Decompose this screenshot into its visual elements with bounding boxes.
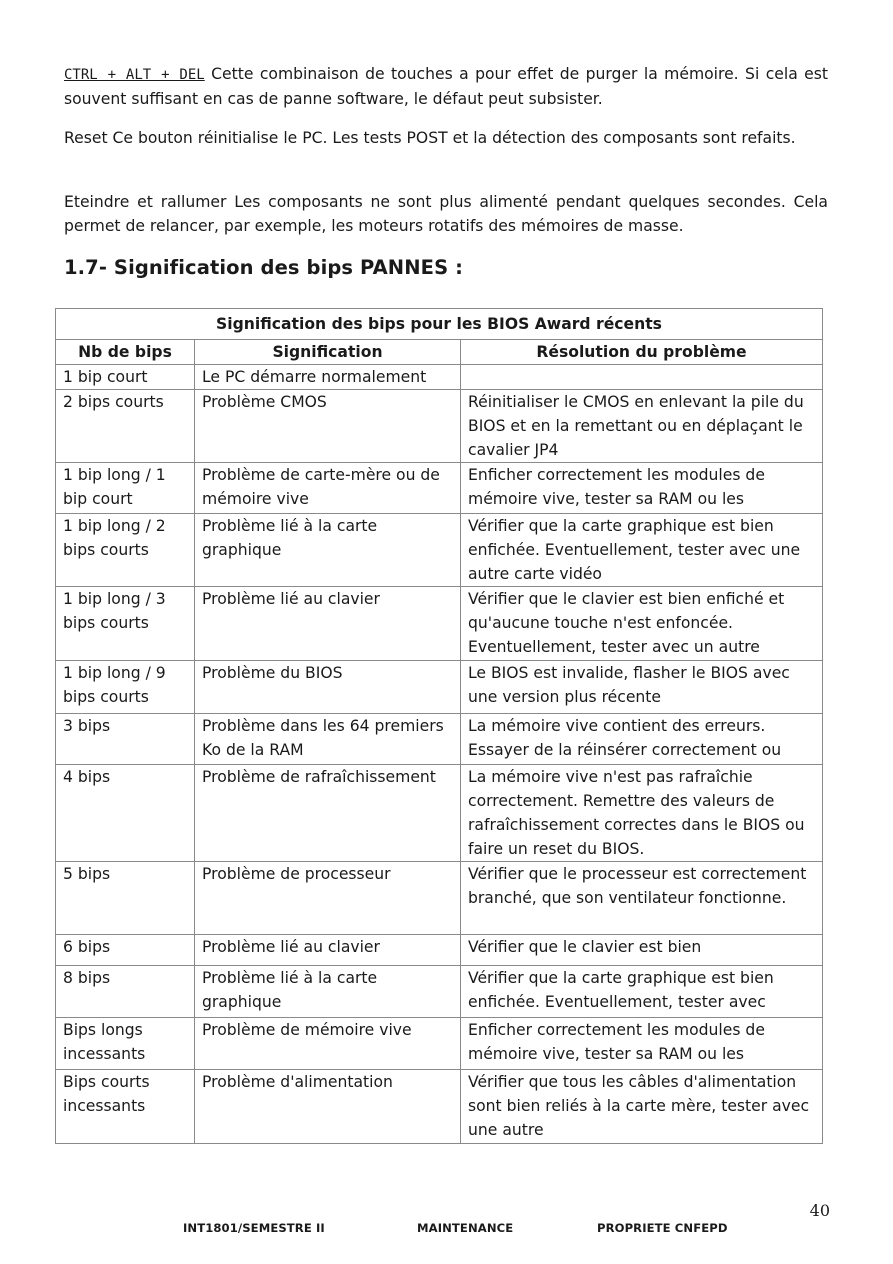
footer-subject: MAINTENANCE [417,1221,514,1235]
table-row [56,463,823,514]
cell-resolution: Le BIOS est invalide, flasher le BIOS avec une version plus récente [461,661,823,714]
cell-signification: Problème de processeur [195,862,461,935]
cell-signification: Problème dans les 64 premiers Ko de la RAM [195,714,461,765]
table-row [56,365,823,390]
cell-resolution: Vérifier que le clavier est bien enfiché et qu'aucune touche n'est enfoncée. Eventuellement, tester avec un autre [461,587,823,661]
cell-resolution: Vérifier que la carte graphique est bien enfichée. Eventuellement, tester avec une autre carte vidéo [461,514,823,587]
cell-bips: Bips longs incessants [56,1018,195,1070]
cell-bips: 1 bip long / 1 bip court [56,463,195,514]
cell-bips: 5 bips [56,862,195,935]
key-combination-term: CTRL + ALT + DEL [64,67,205,83]
table-row [56,514,823,587]
cell-bips: 8 bips [56,966,195,1018]
table-row [56,862,823,935]
cell-resolution: La mémoire vive contient des erreurs. Essayer de la réinsérer correctement ou [461,714,823,765]
cell-signification: Problème lié à la carte graphique [195,966,461,1018]
table-row [56,390,823,463]
cell-bips: 2 bips courts [56,390,195,463]
cell-bips: 1 bip court [56,365,195,390]
cell-signification: Problème de carte-mère ou de mémoire vive [195,463,461,514]
table-row [56,714,823,765]
cell-bips: 3 bips [56,714,195,765]
beep-codes-table [55,308,823,1144]
cell-signification: Problème lié au clavier [195,587,461,661]
cell-bips: Bips courts incessants [56,1070,195,1144]
cell-bips: 6 bips [56,935,195,966]
cell-resolution: Enficher correctement les modules de mémoire vive, tester sa RAM ou les [461,463,823,514]
paragraph-ctrl-alt-del [64,62,828,111]
paragraph-reset: Reset Ce bouton réinitialise le PC. Les tests POST et la détection des composants sont refaits. [64,129,796,147]
cell-resolution: Vérifier que la carte graphique est bien enfichée. Eventuellement, tester avec [461,966,823,1018]
footer-owner: PROPRIETE CNFEPD [597,1221,728,1235]
column-header-signification: Signification [195,340,461,365]
cell-bips: 4 bips [56,765,195,862]
table-row [56,1018,823,1070]
cell-bips: 1 bip long / 3 bips courts [56,587,195,661]
cell-signification: Problème lié au clavier [195,935,461,966]
cell-signification: Problème d'alimentation [195,1070,461,1144]
paragraph-text: Cette combinaison de touches a pour effet de purger la mémoire. Si cela est souvent suffisant en cas de panne software, le défaut peut subsister. [64,65,828,108]
column-header-resolution: Résolution du problème [461,340,823,365]
table-row [56,765,823,862]
table-row [56,661,823,714]
cell-resolution: Vérifier que le processeur est correctement branché, que son ventilateur fonctionne. [461,862,823,935]
table-row [56,587,823,661]
table-row [56,935,823,966]
cell-signification: Problème de rafraîchissement [195,765,461,862]
footer-course: INT1801/SEMESTRE II [183,1221,325,1235]
cell-signification: Le PC démarre normalement [195,365,461,390]
table-row [56,966,823,1018]
cell-bips: 1 bip long / 9 bips courts [56,661,195,714]
cell-resolution: Réinitialiser le CMOS en enlevant la pile du BIOS et en la remettant ou en déplaçant le cavalier JP4 [461,390,823,463]
cell-resolution: Vérifier que tous les câbles d'alimentation sont bien reliés à la carte mère, tester avec une autre [461,1070,823,1144]
paragraph-eteindre: Eteindre et rallumer Les composants ne sont plus alimenté pendant quelques secondes. Cela permet de relancer, par exemple, les moteurs rotatifs des mémoires de masse. [64,193,828,235]
table-caption: Signification des bips pour les BIOS Award récents [56,309,823,340]
cell-resolution: La mémoire vive n'est pas rafraîchie correctement. Remettre des valeurs de rafraîchissement correctes dans le BIOS ou faire un reset du BIOS. [461,765,823,862]
cell-signification: Problème lié à la carte graphique [195,514,461,587]
cell-signification: Problème CMOS [195,390,461,463]
cell-bips: 1 bip long / 2 bips courts [56,514,195,587]
cell-resolution: Enficher correctement les modules de mémoire vive, tester sa RAM ou les [461,1018,823,1070]
cell-signification: Problème du BIOS [195,661,461,714]
cell-signification: Problème de mémoire vive [195,1018,461,1070]
cell-resolution [461,365,823,390]
section-title: 1.7- Signification des bips PANNES : [64,256,463,279]
page-number: 40 [809,1201,830,1220]
cell-resolution: Vérifier que le clavier est bien [461,935,823,966]
column-header-bips: Nb de bips [56,340,195,365]
table-row [56,1070,823,1144]
